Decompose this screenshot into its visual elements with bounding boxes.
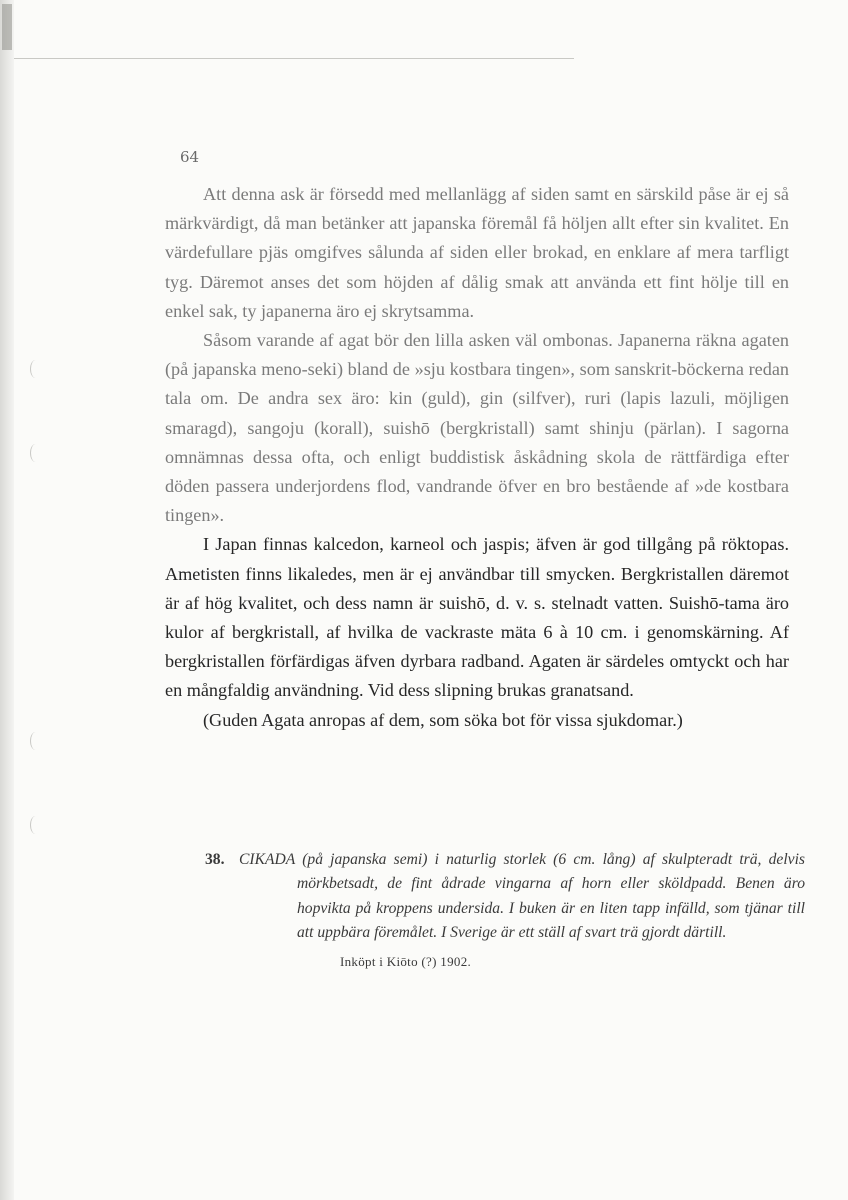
paragraph: Såsom varande af agat bör den lilla asken väl ombonas. Japanerna räkna agaten (på japanska meno-seki) bland de »sju kostbara tingen», som sanskrit-böckerna redan tala om. De andra sex äro: kin (guld), gin (silfver), ruri (lapis lazuli, möjligen smaragd), sangoju (korall), suishō (bergkristall) samt shinju (pärlan). I sagorna omnämnas dessa ofta, och enligt buddistisk åskådning skola de rättfärdiga efter döden passera underjordens flod, vandrande öfver en bro bestående af »de kostbara tingen». xyxy=(165,330,789,526)
catalog-text: CIKADA (på japanska semi) i naturlig storlek (6 cm. lång) af skulpteradt trä, delvis mörkbetsadt, de fint ådrade vingarna af horn eller sköldpadd. Benen äro hopvikta på kroppens undersida. I buken är en liten tapp infälld, som tjänar till att uppbära föremålet. I Sverige är ett ställ af svart trä gjordt därtill. xyxy=(239,851,805,942)
catalog-description xyxy=(205,848,805,946)
punch-hole xyxy=(30,360,41,378)
top-rule xyxy=(14,58,574,59)
punch-hole xyxy=(30,816,41,834)
page-number: 64 xyxy=(180,148,200,166)
catalog-entry xyxy=(205,848,805,970)
paragraph: I Japan finnas kalcedon, karneol och jaspis; äfven är god tillgång på röktopas. Ametisten finns likaledes, men är ej användbar till smycken. Bergkristallen däremot är af hög kvalitet, och dess namn är suishō, d. v. s. stelnadt vatten. Suishō-tama äro kulor af bergkristall, af hvilka de vackraste mäta 6 à 10 cm. i genomskärning. Af bergkristallen förfärdigas äfven dyrbara radband. Agaten är särdeles omtyckt och har en mångfaldig användning. Vid dess slipning brukas granatsand. xyxy=(165,534,789,701)
scan-corner-mark xyxy=(2,4,12,50)
paragraph: Att denna ask är försedd med mellanlägg af siden samt en särskild påse är ej så märkvärdigt, då man betänker att japanska föremål få höljen allt efter sin kvalitet. En värdefullare pjäs omgifves sålunda af siden eller brokad, en enklare af mera tarfligt tyg. Däremot anses det som höjden af dålig smak att använda ett fint hölje till en enkel sak, ty japanerna äro ej skrytsamma. xyxy=(165,184,789,321)
paragraph: (Guden Agata anropas af dem, som söka bot för vissa sjukdomar.) xyxy=(203,709,683,730)
body-text xyxy=(165,180,789,735)
punch-hole xyxy=(30,444,41,462)
scan-edge xyxy=(0,0,14,1200)
punch-hole xyxy=(30,732,41,750)
catalog-note: Inköpt i Kiōto (?) 1902. xyxy=(340,953,472,969)
catalog-number: 38. xyxy=(205,851,225,868)
